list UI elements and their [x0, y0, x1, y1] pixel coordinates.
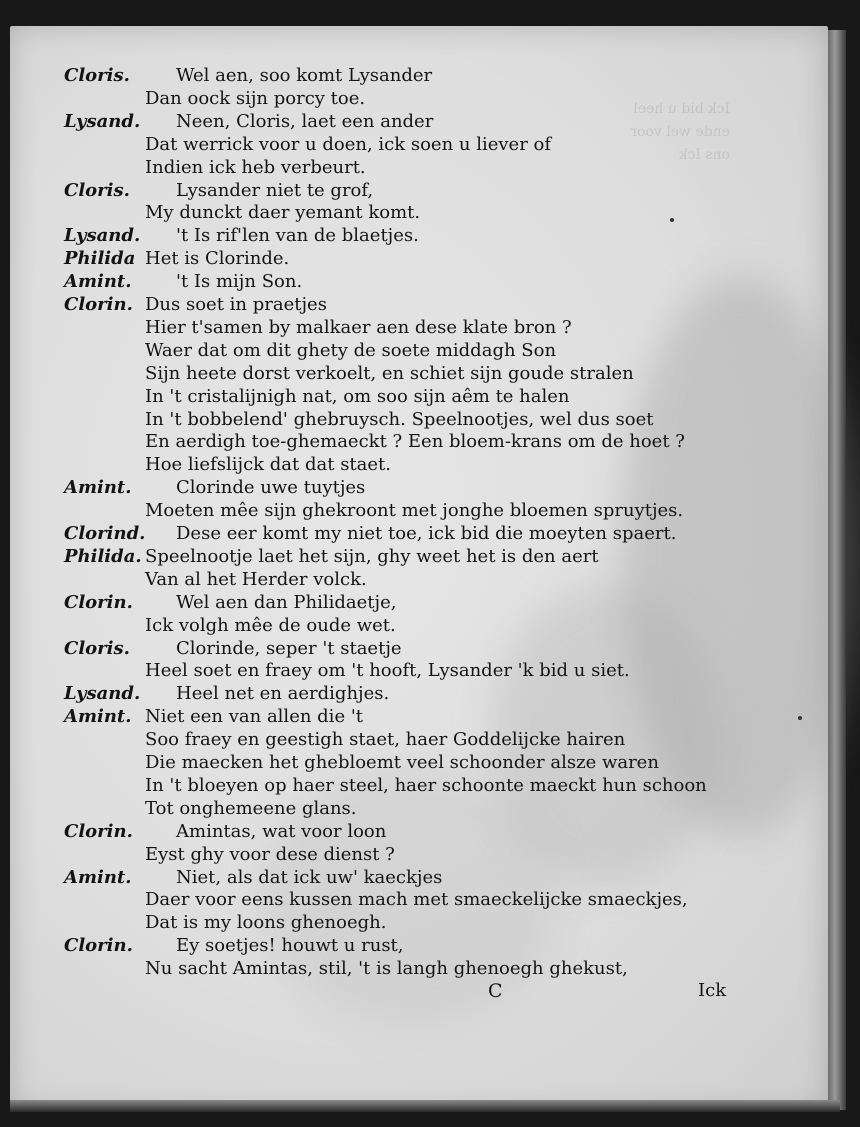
verse-text: Dat is my loons ghenoegh. — [145, 912, 387, 934]
verse-text: Eyst ghy voor dese dienst ? — [145, 843, 395, 865]
verse-text: Lysander niet te grof, — [176, 179, 374, 201]
verse-line — [0, 888, 820, 911]
verse-line — [0, 247, 820, 270]
verse-line — [0, 591, 820, 614]
verse-line — [0, 385, 820, 408]
verse-text: My dunckt daer yemant komt. — [145, 202, 421, 224]
verse-line — [0, 545, 820, 568]
verse-text: 't Is mijn Son. — [176, 271, 303, 293]
verse-text: Niet een van allen die 't — [145, 706, 363, 728]
verse-line — [0, 614, 820, 637]
verse-line — [0, 957, 820, 980]
verse-text: Dus soet in praetjes — [145, 294, 327, 315]
verse-line — [0, 568, 820, 591]
verse-line — [0, 797, 820, 820]
verse-line — [0, 774, 820, 797]
signature-mark: C — [488, 980, 503, 1002]
speaker-name: Philida. — [64, 545, 142, 567]
verse-line — [0, 64, 820, 87]
verse-text: Nu sacht Amintas, stil, 't is langh ghenoegh ghekust, — [145, 958, 628, 980]
verse-text: In 't bobbelend' ghebruysch. Speelnootjes, wel dus soet — [145, 408, 654, 430]
speaker-name: Amint. — [64, 477, 132, 499]
verse-line — [0, 499, 820, 522]
verse-text: Hier t'samen by malkaer aen dese klate bron ? — [145, 316, 572, 338]
speaker-name: Amint. — [64, 866, 132, 888]
verse-line — [0, 339, 820, 362]
verse-text: Van al het Herder volck. — [145, 568, 367, 590]
verse-text: Sijn heete dorst verkoelt, en schiet sijn goude stralen — [145, 362, 634, 384]
verse-text: Soo fraey en geestigh staet, haer Goddelijcke hairen — [145, 729, 626, 751]
verse-text: Amintas, wat voor loon — [176, 820, 387, 842]
speaker-name: Amint. — [64, 706, 132, 728]
verse-line — [0, 224, 820, 247]
verse-text: Neen, Cloris, laet een ander — [176, 110, 434, 132]
verse-text: Clorinde, seper 't staetje — [176, 637, 402, 659]
verse-text: Ick volgh mêe de oude wet. — [145, 614, 396, 636]
verse-text: Wel aen, soo komt Lysander — [176, 65, 433, 86]
verse-text: Waer dat om dit ghety de soete middagh Son — [145, 339, 557, 361]
speaker-name: Cloris. — [64, 637, 130, 659]
verse-line — [0, 637, 820, 660]
verse-text: In 't cristalijnigh nat, om soo sijn aêm te halen — [145, 385, 570, 407]
verse-line — [0, 316, 820, 339]
verse-text: Niet, als dat ick uw' kaeckjes — [176, 866, 443, 888]
verse-line — [0, 682, 820, 705]
speaker-name: Clorin. — [64, 591, 133, 613]
verse-text: Moeten mêe sijn ghekroont met jonghe bloemen spruytjes. — [145, 500, 684, 522]
verse-text: Wel aen dan Philidaetje, — [176, 591, 397, 613]
verse-text: Ey soetjes! houwt u rust, — [176, 935, 404, 957]
speaker-name: Amint. — [64, 271, 132, 293]
verse-line — [0, 133, 820, 156]
speaker-name: Clorin. — [64, 935, 133, 957]
catchword: Ick — [698, 980, 727, 1001]
verse-line — [0, 201, 820, 224]
speaker-name: Clorin. — [64, 820, 133, 842]
verse-line — [0, 362, 820, 385]
verse-text: Clorinde uwe tuytjes — [176, 477, 366, 499]
verse-text: Heel soet en fraey om 't hooft, Lysander 'k bid u siet. — [145, 660, 630, 682]
verse-line — [0, 87, 820, 110]
verse-line — [0, 728, 820, 751]
verse-line — [0, 522, 820, 545]
bleed-through-text: Ick bid u heel ende wel voor ons Ick — [630, 101, 730, 163]
verse-line — [0, 453, 820, 476]
verse-text: Dat werrick voor u doen, ick soen u liever of — [145, 133, 552, 155]
verse-line — [0, 408, 820, 431]
verse-text: Dese eer komt my niet toe, ick bid die moeyten spaert. — [176, 523, 677, 544]
verse-text: In 't bloeyen op haer steel, haer schoonte maeckt hun schoon — [145, 774, 707, 796]
verse-line — [0, 476, 820, 499]
verse-line — [0, 270, 820, 293]
verse-line — [0, 705, 820, 728]
speaker-name: Lysand. — [64, 110, 141, 132]
speaker-name: Lysand. — [64, 683, 141, 705]
verse-text: Hoe liefslijck dat dat staet. — [145, 454, 392, 476]
verse-line — [0, 934, 820, 957]
speaker-name: Lysand. — [64, 225, 141, 247]
verse-line — [0, 843, 820, 866]
verse-text: Daer voor eens kussen mach met smaeckelijcke smaeckjes, — [145, 889, 688, 911]
verse-line — [0, 866, 820, 889]
verse-text: Indien ick heb verbeurt. — [145, 156, 366, 178]
speaker-name: Clorind. — [64, 523, 146, 544]
verse-line — [0, 751, 820, 774]
verse-line — [0, 820, 820, 843]
verse-text: Heel net en aerdighjes. — [176, 683, 390, 705]
verse-text: Het is Clorinde. — [145, 248, 290, 270]
verse-line — [0, 659, 820, 682]
speaker-name: Cloris. — [64, 65, 130, 86]
verse-line — [0, 430, 820, 453]
verse-text: Dan oock sijn porcy toe. — [145, 87, 366, 109]
speaker-name: Cloris. — [64, 179, 130, 201]
verse-line — [0, 179, 820, 202]
verse-text: 't Is rif'len van de blaetjes. — [176, 225, 419, 247]
speaker-name: Clorin. — [64, 294, 133, 315]
verse-line — [0, 293, 820, 316]
verse-line — [0, 911, 820, 934]
page-edge — [828, 30, 846, 1110]
verse-text: Tot onghemeene glans. — [145, 797, 357, 819]
verse-line — [0, 156, 820, 179]
verse-text: Die maecken het ghebloemt veel schoonder alsze waren — [145, 752, 659, 773]
verse-line — [0, 110, 820, 133]
page-bottom-edge — [10, 1100, 840, 1112]
verse-text: En aerdigh toe-ghemaeckt ? Een bloem-krans om de hoet ? — [145, 431, 685, 453]
speaker-name: Philida — [64, 248, 136, 270]
verse-text: Speelnootje laet het sijn, ghy weet het is den aert — [145, 545, 599, 567]
